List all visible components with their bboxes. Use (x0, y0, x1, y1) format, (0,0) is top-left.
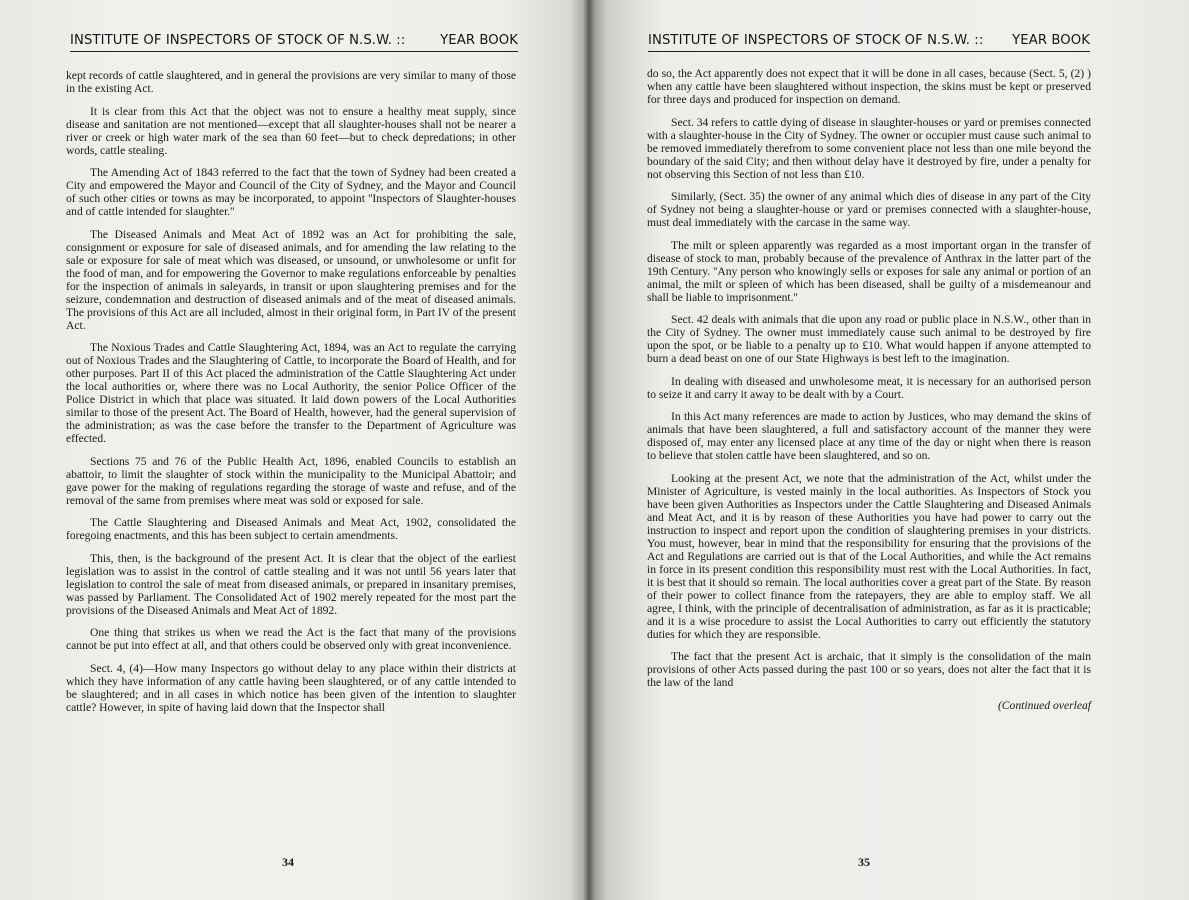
paragraph: One thing that strikes us when we read the Act is the fact that many of the provisions cannot be put into effect at all, and that others could be observed only with great inconvenience. (66, 626, 516, 652)
paragraph: The fact that the present Act is archaic, that it simply is the consolidation of the main provisions of other Acts passed during the past 100 or so years, does not alter the fact that it is the law of the land (647, 650, 1091, 689)
paragraph: The Noxious Trades and Cattle Slaughtering Act, 1894, was an Act to regulate the carrying out of Noxious Trades and the Slaughtering of Cattle, to incorporate the Board of Health, and for other purposes. Part II of this Act placed the administration of the Cattle Slaughtering Act under the local authorities or, where there was no Local Authority, the senior Police Officer of the Police District in which that place was situated. It laid down powers of the Local Authorities similar to those of the present Act. The Board of Health, however, had the general supervision of the administration; as was the case before the transfer to the Department of Agriculture was effected. (66, 341, 516, 445)
paragraph: Sect. 34 refers to cattle dying of disease in slaughter-houses or yard or premises connected with a slaughter-house in the City of Sydney. The owner or occupier must cause such animal to be removed immediately therefrom to some convenient place not less than one mile beyond the boundary of the said City; and then without delay have it destroyed by fire, under a penalty for not observing this Section of not less than £10. (647, 115, 1091, 181)
book-gutter (582, 0, 596, 900)
header-book-title: YEAR BOOK (440, 33, 518, 48)
paragraph: Sect. 4, (4)—How many Inspectors go without delay to any place within their districts at which they have information of any cattle having been slaughtered, or of any cattle intended to be slaughtered; and in all cases in which notice has been given of the intention to slaughter cattle? However, in spite of having laid down that the Inspector shall (66, 661, 516, 714)
paragraph: do so, the Act apparently does not expect that it will be done in all cases, because (Sect. 5, (2) ) when any cattle have been slaughtered without inspection, the skins must be kept or preserved for three days and produced for inspection on demand. (647, 67, 1091, 106)
paragraph: The Diseased Animals and Meat Act of 1892 was an Act for prohibiting the sale, consignment or exposure for sale of diseased animals, and for amending the law relating to the sale or exposure for sale of meat which was diseased, or unsound, or unwholesome or unfit for the food of man, and for empowering the Governor to make regulations enforceable by penalties for the inspection of animals in saleyards, in transit or upon slaughtering premises and for the seizure, condemnation and destruction of diseased animals and of the meat of diseased animals. The provisions of this Act are all included, almost in their original form, in Part IV of the present Act. (66, 227, 516, 332)
page-body (66, 69, 516, 723)
paragraph: Sections 75 and 76 of the Public Health Act, 1896, enabled Councils to establish an abattoir, to limit the slaughter of stock within the municipality to the Municipal Abattoir; and gave power for the making of regulations regarding the storage of waste and refuse, and of the removal of the same from premises where meat was sold or exposed for sale. (66, 454, 516, 507)
paragraph: It is clear from this Act that the object was not to ensure a healthy meat supply, since disease and sanitation are not mentioned—except that all slaughter-houses shall not be nearer a river or creek or high water mark of the sea than 60 feet—but to check depredations; in other words, cattle stealing. (66, 104, 516, 157)
running-header (648, 33, 1090, 52)
running-header (70, 33, 518, 52)
page-body (647, 67, 1091, 721)
paragraph: Looking at the present Act, we note that the administration of the Act, whilst under the Minister of Agriculture, is vested mainly in the local authorities. As Inspectors of Stock you have been given Authorities as Inspectors under the Cattle Slaughtering and Diseased Animals and Meat Act, and it is by reason of these Authorities you have had power to carry out the instruction to inspect and report upon the condition of slaughtering premises in your districts. You must, however, bear in mind that the responsibility for ensuring that the provisions of the Act and Regulations are carried out is that of the Local Authorities, and while the Act remains in force in its present condition this responsibility must rest with the Local Authorities. In fact, it is best that it should so remain. The local authorities cover a great part of the State. By reason of their power to collect finance from the ratepayers, they are able to employ staff. We all agree, I think, with the principle of decentralisation of administration, as far as it is practicable; and it is a wise procedure to assist the Local Authorities to carry out efficiently the statutory duties for which they are responsible. (647, 471, 1091, 641)
paragraph: kept records of cattle slaughtered, and in general the provisions are very similar to many of those in the existing Act. (66, 69, 516, 95)
right-page (590, 0, 1189, 900)
left-page (0, 0, 588, 900)
paragraph: The Cattle Slaughtering and Diseased Animals and Meat Act, 1902, consolidated the foregoing enactments, and this has been subject to certain amendments. (66, 516, 516, 542)
paragraph: In this Act many references are made to action by Justices, who may demand the skins of animals that have been slaughtered, a full and satisfactory account of the manner they were disposed of, may enter any licensed place at any time of the day or night when there is reason to believe that stolen cattle have been slaughtered, and so on. (647, 410, 1091, 462)
paragraph: Sect. 42 deals with animals that die upon any road or public place in N.S.W., other than in the City of Sydney. The owner must immediately cause such animal to be destroyed by fire upon the spot, or be liable to a penalty up to £10. What would happen if anyone attempted to burn a dead beast on one of our State Highways is best left to the imagination. (647, 313, 1091, 365)
paragraph: The Amending Act of 1843 referred to the fact that the town of Sydney had been created a City and empowered the Mayor and Council of the City of Sydney, and the Mayor and Council of such other cities or towns as may be incorporated, to appoint ''Inspectors of Slaughter-houses and of cattle intended for slaughter.'' (66, 166, 516, 218)
page-number: 34 (282, 855, 294, 869)
paragraph: The milt or spleen apparently was regarded as a most important organ in the transfer of disease of stock to man, probably because of the prevalence of Anthrax in the latter part of the 19th Century. ''Any person who knowingly sells or exposes for sale any animal or portion of an animal, the milt or spleen of which has been diseased, shall be guilty of a misdemeanour and shall be liable to imprisonment.'' (647, 238, 1091, 304)
continued-note: (Continued overleaf (997, 698, 1091, 712)
paragraph: This, then, is the background of the present Act. It is clear that the object of the earliest legislation was to assist in the control of cattle stealing and it was not until 56 years later that legislation to control the sale of meat from diseased animals, or prepared in insanitary premises, was passed by Parliament. The Consolidated Act of 1902 merely repeated for the most part the provisions of the Diseased Animals and Meat Act of 1892. (66, 551, 516, 617)
paragraph: In dealing with diseased and unwholesome meat, it is necessary for an authorised person to seize it and carry it away to be dealt with by a Court. (647, 374, 1091, 401)
header-title: INSTITUTE OF INSPECTORS OF STOCK OF N.S.W. :: (70, 33, 406, 48)
page-number: 35 (858, 855, 870, 869)
header-title: INSTITUTE OF INSPECTORS OF STOCK OF N.S.W. :: (648, 33, 984, 48)
paragraph: Similarly, (Sect. 35) the owner of any animal which dies of disease in any part of the City of Sydney not being a slaughter-house or yard or premises connected with a slaughter-house, must deal immediately with the carcase in the same way. (647, 190, 1091, 229)
header-book-title: YEAR BOOK (1012, 33, 1090, 48)
